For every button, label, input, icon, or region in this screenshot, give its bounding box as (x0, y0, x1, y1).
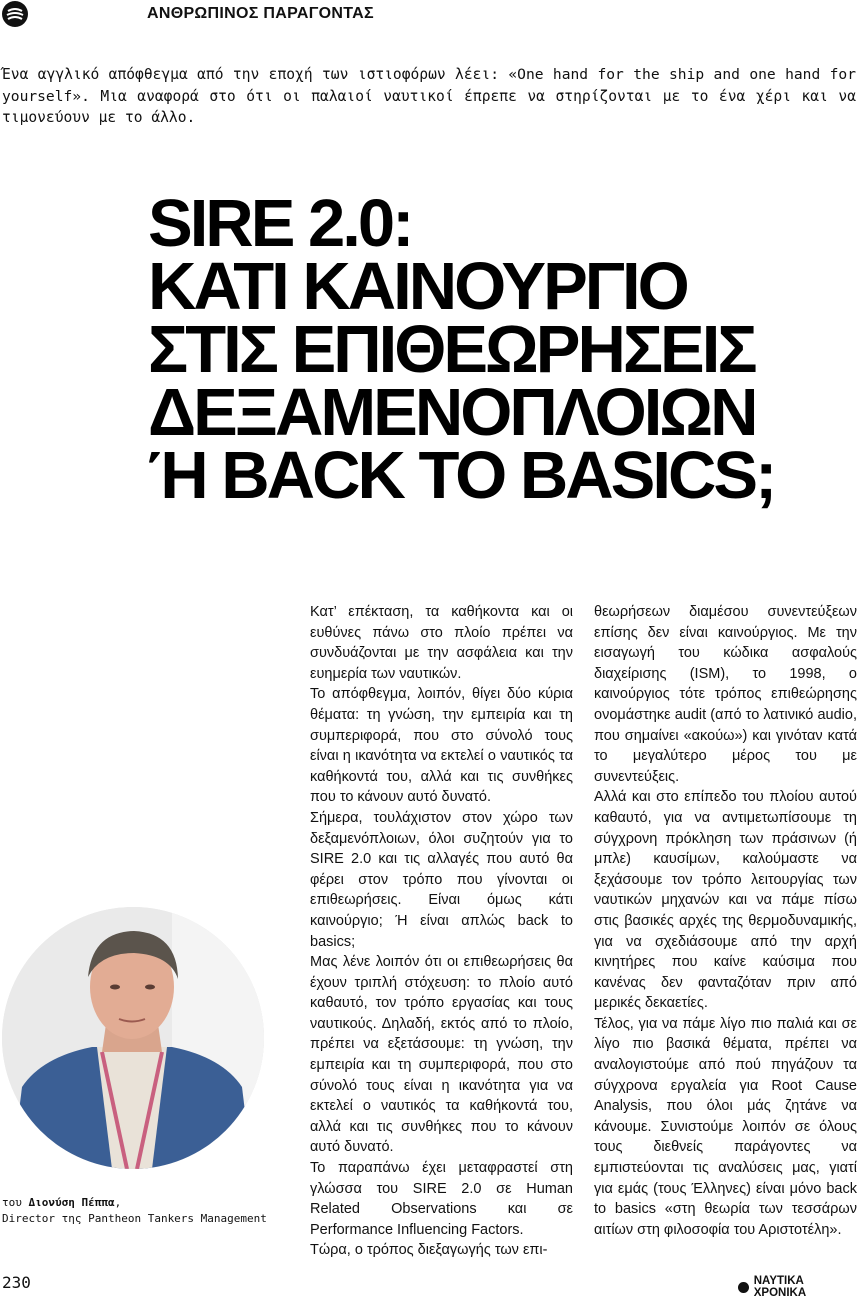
headline-line: ΣΤΙΣ ΕΠΙΘΕΩΡΗΣΕΙΣ (148, 312, 755, 387)
paragraph: Μας λένε λοιπόν ότι οι επιθεωρήσεις θα έχουν τριπλή στόχευση: το πλοίο αυτό καθαυτό, τον τρόπο εργασίας και τους ναυτικούς. Δηλαδή, εκτός από το πλοίο, πρέπει να εξετάσουμε: τη γνώση, την εμπειρία και τη συμπεριφορά, που στο σύνολό τους είναι η ικανότητα για να εκτελεί ο ναυτικός τα καθήκοντά του, αλλά και τις συνθήκες που το κάνουν αυτό δυνατό. (310, 954, 573, 1156)
publication-mark (738, 1275, 857, 1299)
intro-paragraph: Ένα αγγλικό απόφθεγμα από την εποχή των ιστιοφόρων λέει: «One hand for the ship and one hand for yourself». Μια αναφορά στο ότι οι παλαιοί ναυτικοί έπρεπε να στηρίζονται με το ένα χέρι και να τιμονεύουν με το άλλο. (2, 66, 856, 126)
page-number: 230 (2, 1273, 31, 1292)
caption-prefix: του (2, 1196, 22, 1209)
magazine-logo-icon (2, 1, 28, 27)
headline-line: Ή BACK TO BASICS; (148, 438, 775, 513)
headline-line: ΚΑΤΙ ΚΑΙΝΟΥΡΓΙΟ (148, 249, 687, 324)
paragraph: Τώρα, ο τρόπος διεξαγωγής των επι- (310, 1242, 548, 1259)
author-portrait (2, 907, 264, 1169)
author-role: Director της Pantheon Tankers Management (2, 1212, 267, 1225)
headline-line: SIRE 2.0: (148, 186, 412, 261)
paragraph: Το παραπάνω έχει μεταφραστεί στη γλώσσα του SIRE 2.0 σε Human Related Observations και σε Performance Influencing Factors. (310, 1160, 573, 1238)
publication-name: ΝΑΥΤΙΚΑ ΧΡΟΝΙΚΑ (753, 1275, 807, 1299)
author-caption (2, 1195, 292, 1227)
body-column-1 (310, 602, 573, 1261)
paragraph: Τέλος, για να πάμε λίγο πιο παλιά και σε λίγο πιο βασικά θέματα, πρέπει να αναλογιστούμε από πού πηγάζουν τα σύγχρονα εργαλεία για Root Cause Analysis, που όλοι μάς ζητάνε να κάνουμε. Συνιστούμε λοιπόν σε όλους τους διεθνείς παράγοντες να εμπιστεύονται τις αναλύσεις μας, γιατί για εμάς (τους Έλληνες) είναι μόνο back to basics «στη θεωρία των τεσσάρων αιτίων στη φιλοσοφία του Αριστοτέλη». (594, 1015, 857, 1238)
body-column-2 (594, 602, 857, 1240)
paragraph: Κατ’ επέκταση, τα καθήκοντα και οι ευθύνες πάνω στο πλοίο πρέπει να συνδυάζονται με την ασφάλεια και την ευημερία των ναυτικών. (310, 604, 573, 682)
headline-line: ΔΕΞΑΜΕΝΟΠΛΟΙΩΝ (148, 375, 756, 450)
paragraph: θεωρήσεων διαμέσου συνεντεύξεων επίσης δεν είναι καινούργιος. Με την εισαγωγή του κώδικα ασφαλούς διαχείρισης (ISM), το 1998, ο καινούργιος τότε τρόπος επιθεώρησης ονομάστηκε audit (από το λατινικό audio, που σημαίνει «ακούω») και γινόταν κατά το μεγαλύτερο μέρος του με συνεντεύξεις. (594, 604, 857, 785)
paragraph: Το απόφθεγμα, λοιπόν, θίγει δύο κύρια θέματα: τη γνώση, την εμπειρία και τη συμπεριφορά, που στο σύνολό τους είναι η ικανότητα να εκτελεί ο ναυτικός τα καθήκοντά του, αλλά και τις συνθήκες που το κάνουν αυτό δυνατό. (310, 686, 573, 806)
caption-comma: , (114, 1196, 122, 1209)
section-title: ΑΝΘΡΩΠΙΝΟΣ ΠΑΡΑΓΟΝΤΑΣ (147, 5, 374, 22)
author-name: Διονύση Πέππα (28, 1196, 115, 1209)
paragraph: Αλλά και στο επίπεδο του πλοίου αυτού καθαυτό, για να αντιμετωπίσουμε τη σύγχρονη πρόκληση των πράσινων (ή μπλε) καυσίμων, καλούμαστε να ξεχάσουμε τον τρόπο λειτουργίας των ναυτικών μηχανών και να πάμε πίσω στις βασικές αρχές της θερμοδυναμικής, για να σχεδιάσουμε από την αρχή κινητήρες που καίνε καύσιμα που κανένας δεν φανταζόταν πριν από μερικές δεκαετίες. (594, 789, 857, 1012)
article-headline (148, 186, 848, 513)
paragraph: Σήμερα, τουλάχιστον στον χώρο των δεξαμενόπλοιων, όλοι συζητούν για το SIRE 2.0 και τις αλλαγές που αυτό θα φέρει στον τρόπο που γίνονται οι επιθεωρήσεις. Είναι όμως κάτι καινούργιο; Ή είναι απλώς back to basics; (310, 809, 573, 950)
